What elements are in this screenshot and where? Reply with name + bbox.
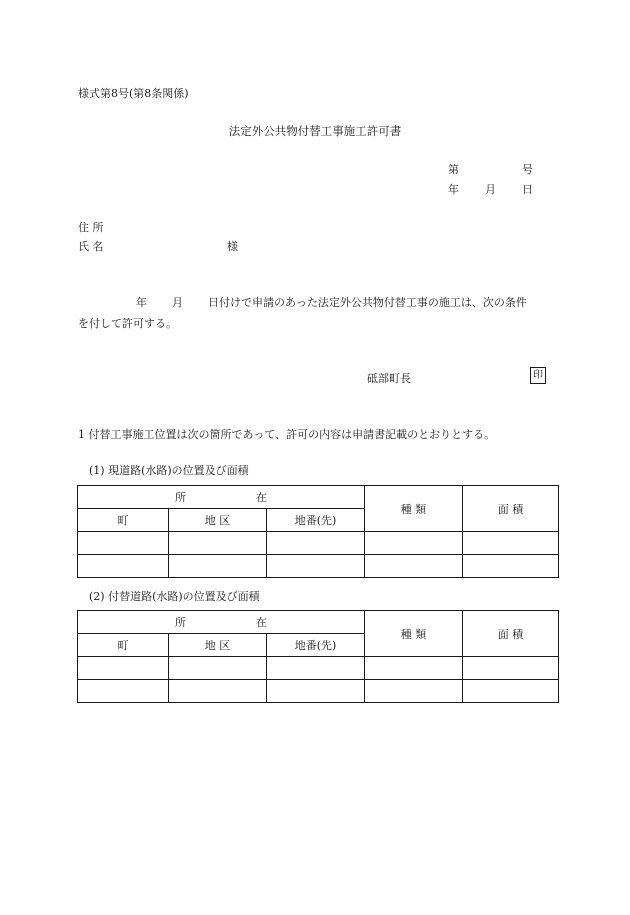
area-header: 面 積 bbox=[463, 486, 559, 532]
section-2-title: (2) 付替道路(水路)の位置及び面積 bbox=[89, 590, 260, 603]
area-cell[interactable] bbox=[463, 680, 559, 703]
district-cell[interactable] bbox=[169, 555, 267, 578]
district-header: 地 区 bbox=[169, 509, 267, 532]
lot-cell[interactable] bbox=[267, 532, 365, 555]
body-line1-text: 日付けで申請のあった法定外公共物付替工事の施工は、次の条件 bbox=[208, 296, 527, 309]
date-day: 日 bbox=[522, 183, 533, 196]
body-year: 年 bbox=[136, 296, 147, 309]
number-suffix: 号 bbox=[522, 163, 533, 176]
table-row bbox=[78, 657, 559, 680]
lot-cell[interactable] bbox=[267, 680, 365, 703]
town-cell[interactable] bbox=[78, 680, 169, 703]
location-header-right: 在 bbox=[256, 491, 267, 504]
area-cell[interactable] bbox=[463, 555, 559, 578]
table-row bbox=[78, 555, 559, 578]
type-header: 種 類 bbox=[365, 486, 463, 532]
address-label: 住 所 bbox=[78, 221, 104, 234]
number-prefix: 第 bbox=[448, 163, 459, 176]
type-header: 種 類 bbox=[365, 611, 463, 657]
table-row bbox=[78, 532, 559, 555]
type-cell[interactable] bbox=[365, 532, 463, 555]
town-cell[interactable] bbox=[78, 532, 169, 555]
table-row bbox=[78, 680, 559, 703]
area-header: 面 積 bbox=[463, 611, 559, 657]
date-month: 月 bbox=[485, 183, 496, 196]
date-year: 年 bbox=[448, 183, 459, 196]
town-cell[interactable] bbox=[78, 657, 169, 680]
lot-header: 地番(先) bbox=[267, 509, 365, 532]
district-cell[interactable] bbox=[169, 680, 267, 703]
current-road-table bbox=[77, 485, 559, 578]
body-line-2: を付して許可する。 bbox=[78, 317, 177, 330]
condition-1: 1 付替工事施工位置は次の箇所であって、許可の内容は申請書記載のとおりとする。 bbox=[78, 428, 496, 441]
district-cell[interactable] bbox=[169, 532, 267, 555]
location-header bbox=[78, 486, 365, 509]
lot-cell[interactable] bbox=[267, 555, 365, 578]
location-header-left: 所 bbox=[175, 616, 186, 629]
name-label: 氏 名 bbox=[78, 240, 104, 253]
seal-box: 印 bbox=[530, 367, 546, 384]
body-month: 月 bbox=[172, 296, 183, 309]
replacement-road-table bbox=[77, 610, 559, 703]
section-1-title: (1) 現道路(水路)の位置及び面積 bbox=[89, 464, 249, 477]
location-header-left: 所 bbox=[175, 491, 186, 504]
town-header: 町 bbox=[78, 634, 169, 657]
honorific: 様 bbox=[227, 240, 238, 253]
type-cell[interactable] bbox=[365, 657, 463, 680]
area-cell[interactable] bbox=[463, 657, 559, 680]
document-title: 法定外公共物付替工事施工許可書 bbox=[228, 124, 402, 138]
lot-header: 地番(先) bbox=[267, 634, 365, 657]
lot-cell[interactable] bbox=[267, 657, 365, 680]
location-header bbox=[78, 611, 365, 634]
type-cell[interactable] bbox=[365, 680, 463, 703]
location-header-right: 在 bbox=[256, 616, 267, 629]
district-header: 地 区 bbox=[169, 634, 267, 657]
town-header: 町 bbox=[78, 509, 169, 532]
type-cell[interactable] bbox=[365, 555, 463, 578]
issuer-name: 砥部町長 bbox=[367, 372, 411, 385]
district-cell[interactable] bbox=[169, 657, 267, 680]
town-cell[interactable] bbox=[78, 555, 169, 578]
form-number-label: 様式第8号(第8条関係) bbox=[78, 87, 189, 100]
area-cell[interactable] bbox=[463, 532, 559, 555]
